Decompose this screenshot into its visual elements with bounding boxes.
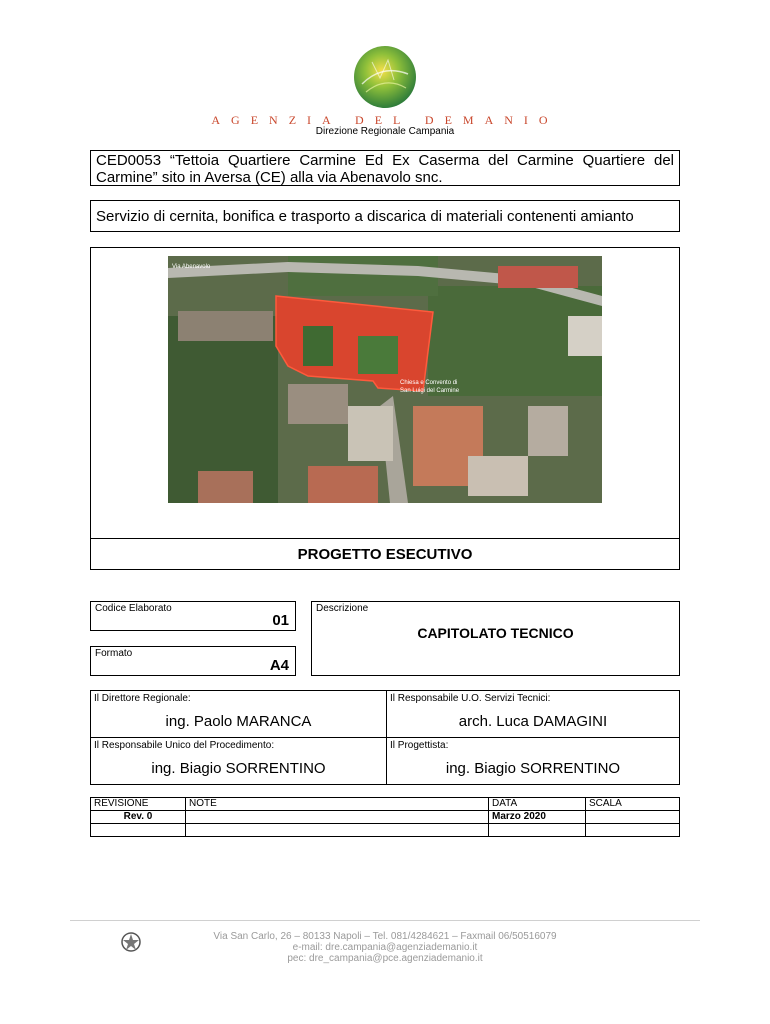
codice-label: Codice Elaborato: [95, 603, 172, 614]
direzione-regionale: Direzione Regionale Campania: [315, 126, 455, 137]
responsabile-uo-name: arch. Luca DAMAGINI: [458, 713, 608, 730]
footer-email: e-mail: dre.campania@agenziademanio.it: [292, 942, 478, 953]
formato-box: [90, 646, 296, 676]
scala-value: [586, 811, 680, 824]
footer-address: Via San Carlo, 26 – 80133 Napoli – Tel. 081/4284621 – Faxmail 06/50516079: [213, 931, 557, 942]
project-title: CED0053 “Tettoia Quartiere Carmine Ed Ex Caserma del Carmine Quartiere del Carmine” sito in Aversa (CE) alla via Abenavolo snc.: [90, 150, 680, 186]
formato-label: Formato: [95, 648, 133, 659]
revision-value: Rev. 0: [91, 811, 186, 824]
responsabile-uo-label: Il Responsabile U.O. Servizi Tecnici:: [390, 693, 551, 704]
date-value: Marzo 2020: [489, 811, 586, 824]
progetto-esecutivo-heading: PROGETTO ESECUTIVO: [90, 538, 680, 570]
note-header: NOTE: [186, 798, 489, 811]
map-street-label: Via Abenavolo: [172, 264, 211, 270]
note-value: [186, 824, 489, 837]
table-row: [91, 824, 680, 837]
map-poi-label-1: Chiesa e Convento di: [400, 380, 458, 386]
direttore-label: Il Direttore Regionale:: [94, 693, 191, 704]
descrizione-label: Descrizione: [316, 603, 369, 614]
rup-label: Il Responsabile Unico del Procedimento:: [94, 740, 275, 751]
formato-value: A4: [269, 657, 289, 674]
scala-value: [586, 824, 680, 837]
codice-value: 01: [272, 612, 289, 629]
footer-pec: pec: dre_campania@pce.agenziademanio.it: [287, 953, 483, 964]
note-value: [186, 811, 489, 824]
footer-divider: [70, 920, 700, 921]
rup-name: ing. Biagio SORRENTINO: [151, 760, 326, 777]
progettista-label: Il Progettista:: [390, 740, 449, 751]
revision-header-row: [91, 798, 680, 811]
revision-table: [90, 797, 680, 837]
map-poi-label-2: San Luigi del Carmine: [400, 388, 460, 394]
aerial-map-image: [168, 256, 602, 503]
service-description: Servizio di cernita, bonifica e trasporto a discarica di materiali contenenti amianto: [90, 200, 680, 232]
codice-elaborato-box: [90, 601, 296, 631]
scala-header: SCALA: [586, 798, 680, 811]
signatures-table: [90, 690, 680, 785]
table-row: [91, 811, 680, 824]
agenzia-demanio-logo: [352, 44, 418, 110]
progettista-name: ing. Biagio SORRENTINO: [445, 760, 621, 777]
revision-value: [91, 824, 186, 837]
direttore-name: ing. Paolo MARANCA: [165, 713, 312, 730]
revisione-header: REVISIONE: [91, 798, 186, 811]
descrizione-box: [311, 601, 680, 676]
descrizione-value: CAPITOLATO TECNICO: [417, 625, 574, 641]
agency-name: AGENZIA DEL DEMANIO: [211, 113, 559, 127]
date-value: [489, 824, 586, 837]
data-header: DATA: [489, 798, 586, 811]
